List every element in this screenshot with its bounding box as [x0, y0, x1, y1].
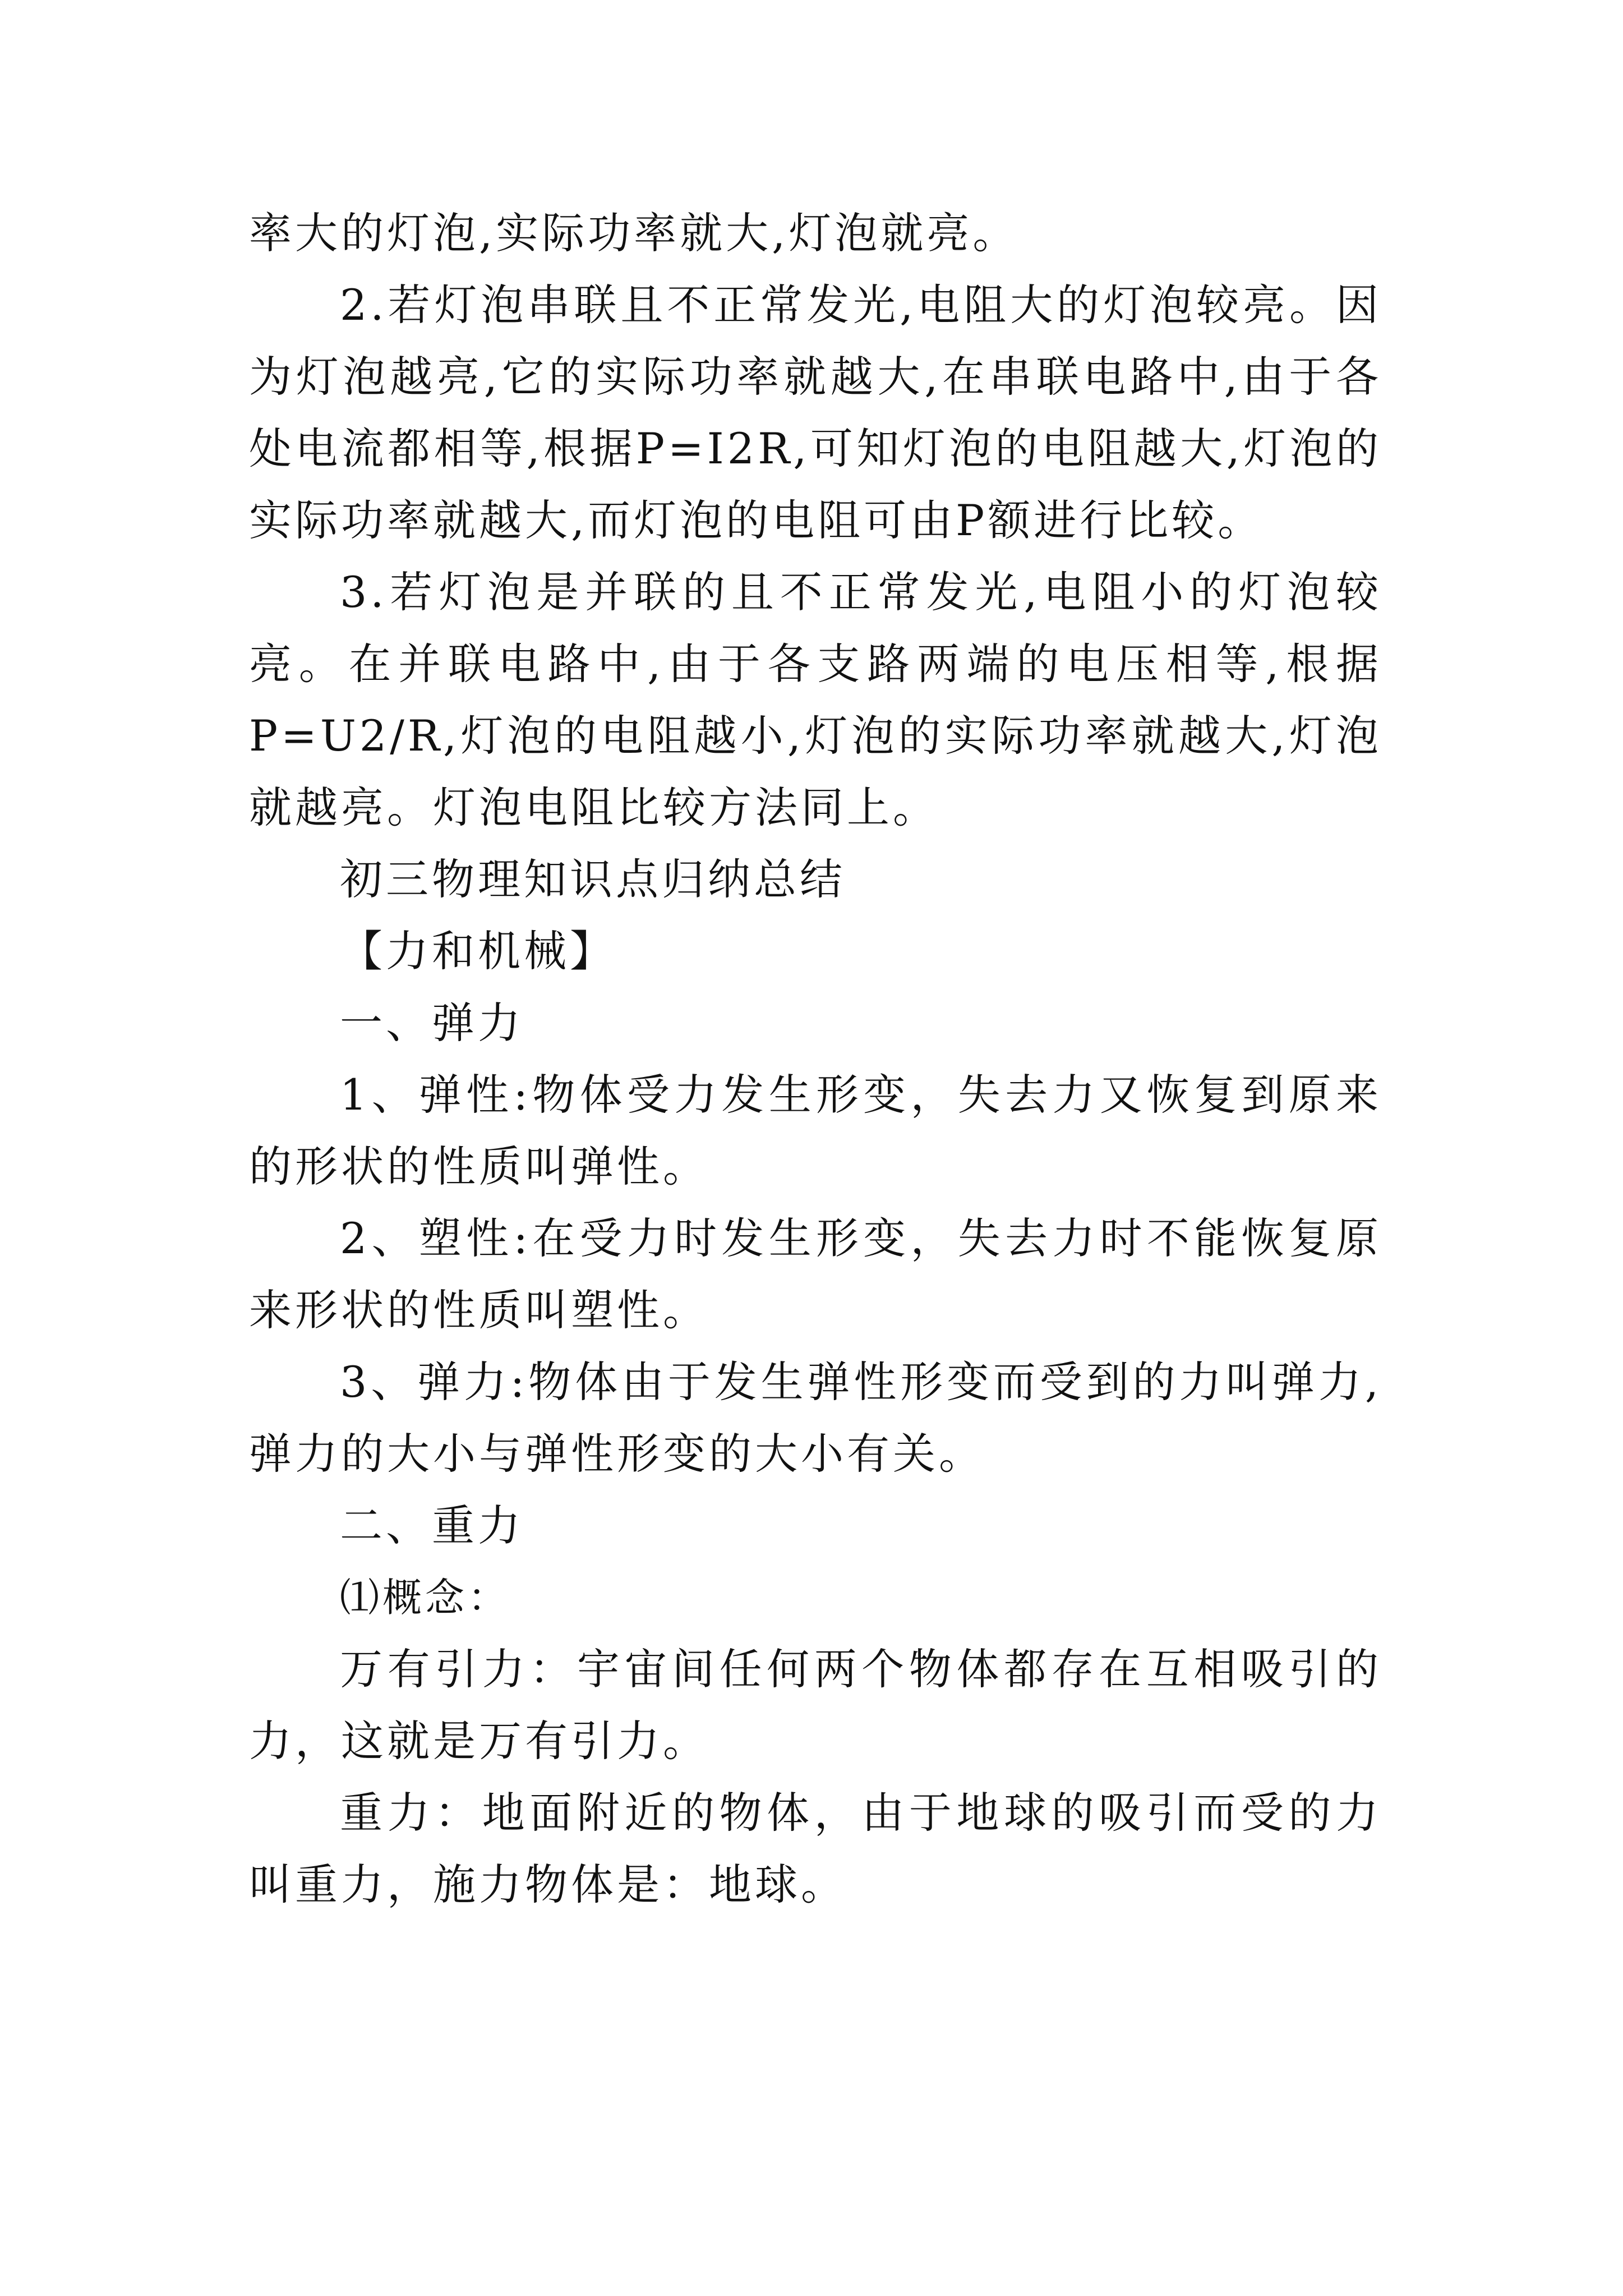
paragraph-elasticity: 1、弹性:物体受力发生形变，失去力又恢复到原来的形状的性质叫弹性。 [249, 1070, 1382, 1191]
paragraph-plasticity: 2、塑性:在受力时发生形变，失去力时不能恢复原来形状的性质叫塑性。 [249, 1213, 1382, 1335]
paragraph-continuation: 率大的灯泡,实际功率就大,灯泡就亮。 [249, 208, 1019, 258]
paragraph-elastic-force: 3、弹力:物体由于发生弹性形变而受到的力叫弹力,弹力的大小与弹性形变的大小有关。 [249, 1357, 1382, 1479]
document-body [249, 197, 1382, 1921]
section-title: 初三物理知识点归纳总结 [340, 854, 846, 904]
paragraph-series-bulbs: 2.若灯泡串联且不正常发光,电阻大的灯泡较亮。因为灯泡越亮,它的实际功率就越大,在串联电路中,由于各处电流都相等,根据P=I2R,可知灯泡的电阻越大,灯泡的实际功率就越大,而灯泡的电阻可由P额进行比较。 [249, 280, 1382, 545]
paragraph-universal-gravitation: 万有引力：宇宙间任何两个物体都存在互相吸引的力，这就是万有引力。 [249, 1644, 1382, 1766]
paragraph-gravity-definition: 重力：地面附近的物体，由于地球的吸引而受的力叫重力，施力物体是：地球。 [249, 1788, 1382, 1910]
paragraph-parallel-bulbs: 3.若灯泡是并联的且不正常发光,电阻小的灯泡较亮。在并联电路中,由于各支路两端的电压相等,根据P=U2/R,灯泡的电阻越小,灯泡的实际功率就越大,灯泡就越亮。灯泡电阻比较方法同上。 [249, 567, 1382, 832]
chapter-heading: 【力和机械】 [340, 926, 616, 976]
heading-gravity: 二、重力 [340, 1501, 524, 1550]
subheading-concept: ⑴概念： [340, 1575, 510, 1621]
heading-elastic-force: 一、弹力 [340, 998, 524, 1048]
